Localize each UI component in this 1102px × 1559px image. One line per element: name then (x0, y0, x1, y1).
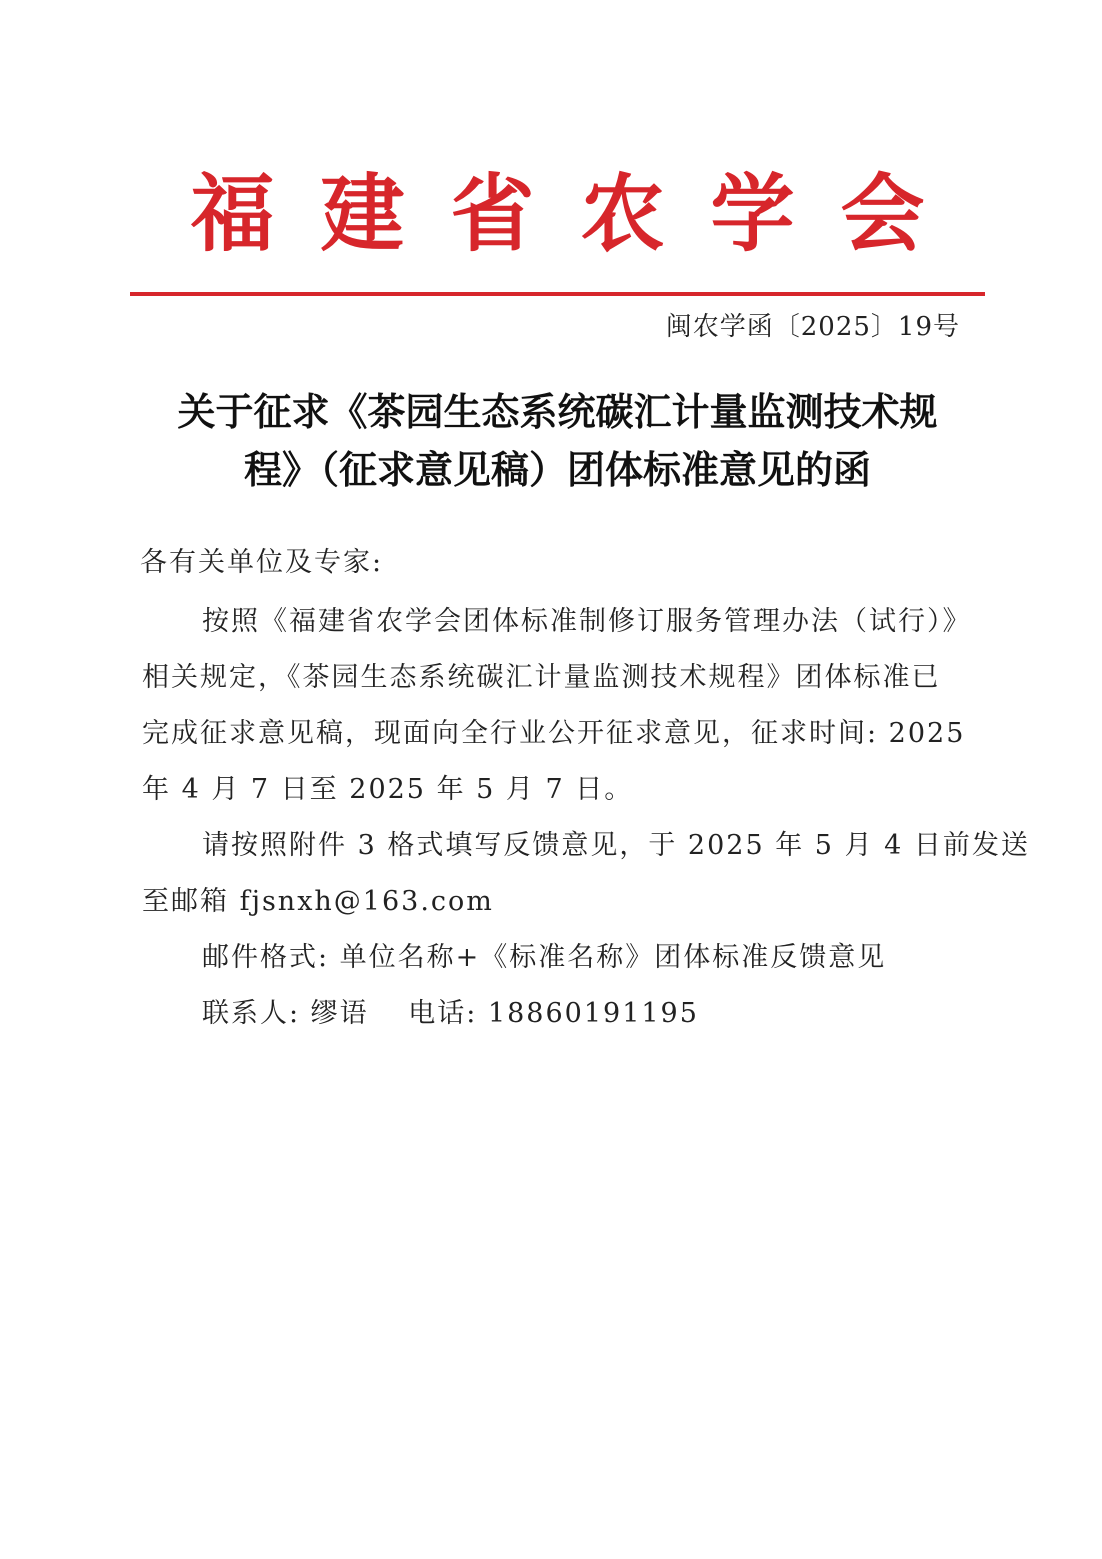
paragraph-1-line-1: 按照《福建省农学会团体标准制修订服务管理办法（试行）》 (202, 606, 972, 637)
organization-title: 福建省农学会 (190, 164, 971, 263)
document-body (142, 594, 1030, 1042)
paragraph-2-line-2: 至邮箱 fjsnxh@163.com (142, 886, 494, 917)
paragraph-1-line-4: 年 4 月 7 日至 2025 年 5 月 7 日。 (142, 774, 634, 805)
document-title (130, 383, 985, 499)
paragraph-1-line-2: 相关规定，《茶园生态系统碳汇计量监测技术规程》团体标准已 (142, 662, 941, 693)
paragraph-1-line-3: 完成征求意见稿，现面向全行业公开征求意见，征求时间: 2025 (142, 718, 966, 749)
document-title-line-1: 关于征求《茶园生态系统碳汇计量监测技术规 (177, 389, 938, 434)
salutation: 各有关单位及专家: (140, 547, 384, 578)
document-number: 闽农学函〔2025〕19号 (665, 312, 960, 342)
red-header-rule (130, 292, 985, 296)
paragraph-2-line-1: 请按照附件 3 格式填写反馈意见，于 2025 年 5 月 4 日前发送 (202, 830, 1030, 861)
email-format-line: 邮件格式: 单位名称+《标准名称》团体标准反馈意见 (202, 942, 887, 973)
document-title-line-2: 程》（征求意见稿）团体标准意见的函 (243, 447, 871, 492)
contact-line: 联系人: 缪语 电话: 18860191195 (202, 998, 699, 1029)
